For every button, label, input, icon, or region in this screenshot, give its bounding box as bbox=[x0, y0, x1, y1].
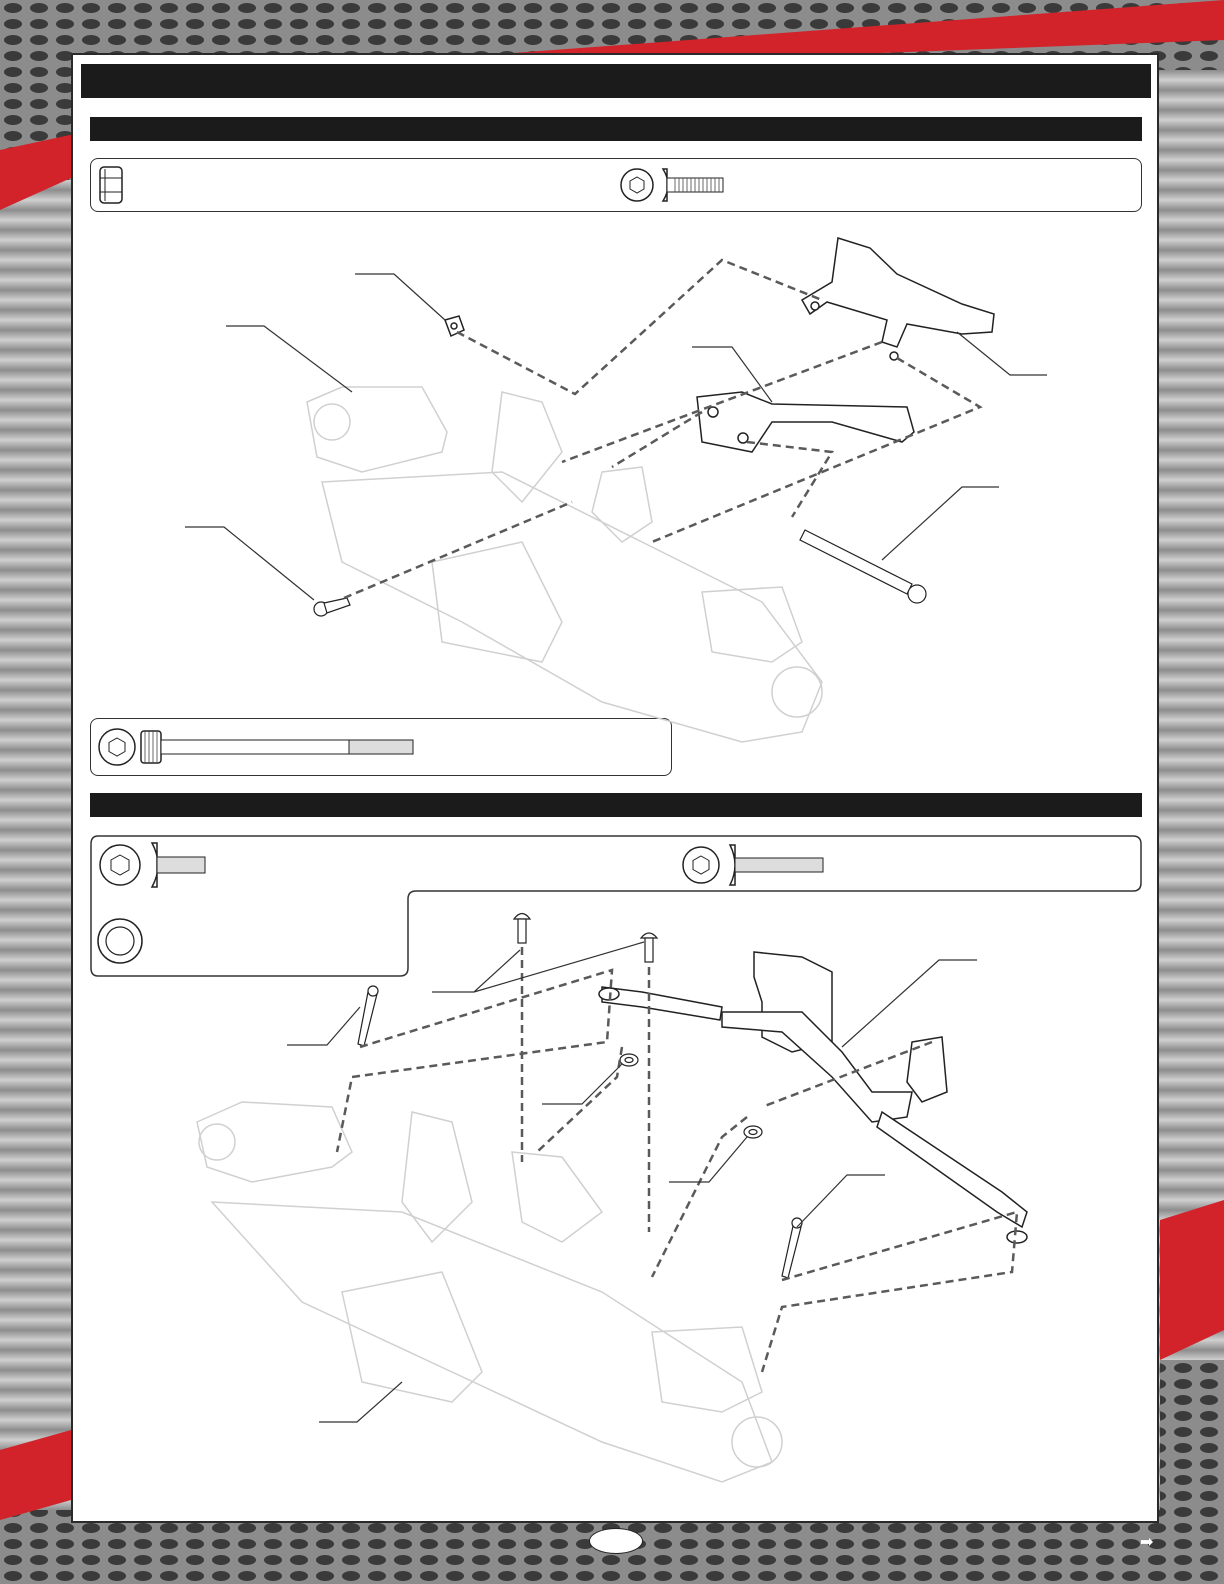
callout-line-washer-2 bbox=[669, 1137, 747, 1182]
callout-line-screw-right bbox=[797, 1175, 885, 1227]
steering-linkage bbox=[599, 952, 1027, 1243]
callout-line-screw-left bbox=[287, 1007, 360, 1045]
instruction-page bbox=[71, 53, 1159, 1523]
callout-line-linkage bbox=[842, 960, 977, 1047]
step2-diagram bbox=[73, 55, 1157, 1521]
arrow-right-icon: ➡ bbox=[1140, 1534, 1154, 1551]
page-number bbox=[589, 1528, 643, 1554]
button-screw-parts bbox=[358, 914, 802, 1279]
washer-parts bbox=[620, 1054, 762, 1138]
